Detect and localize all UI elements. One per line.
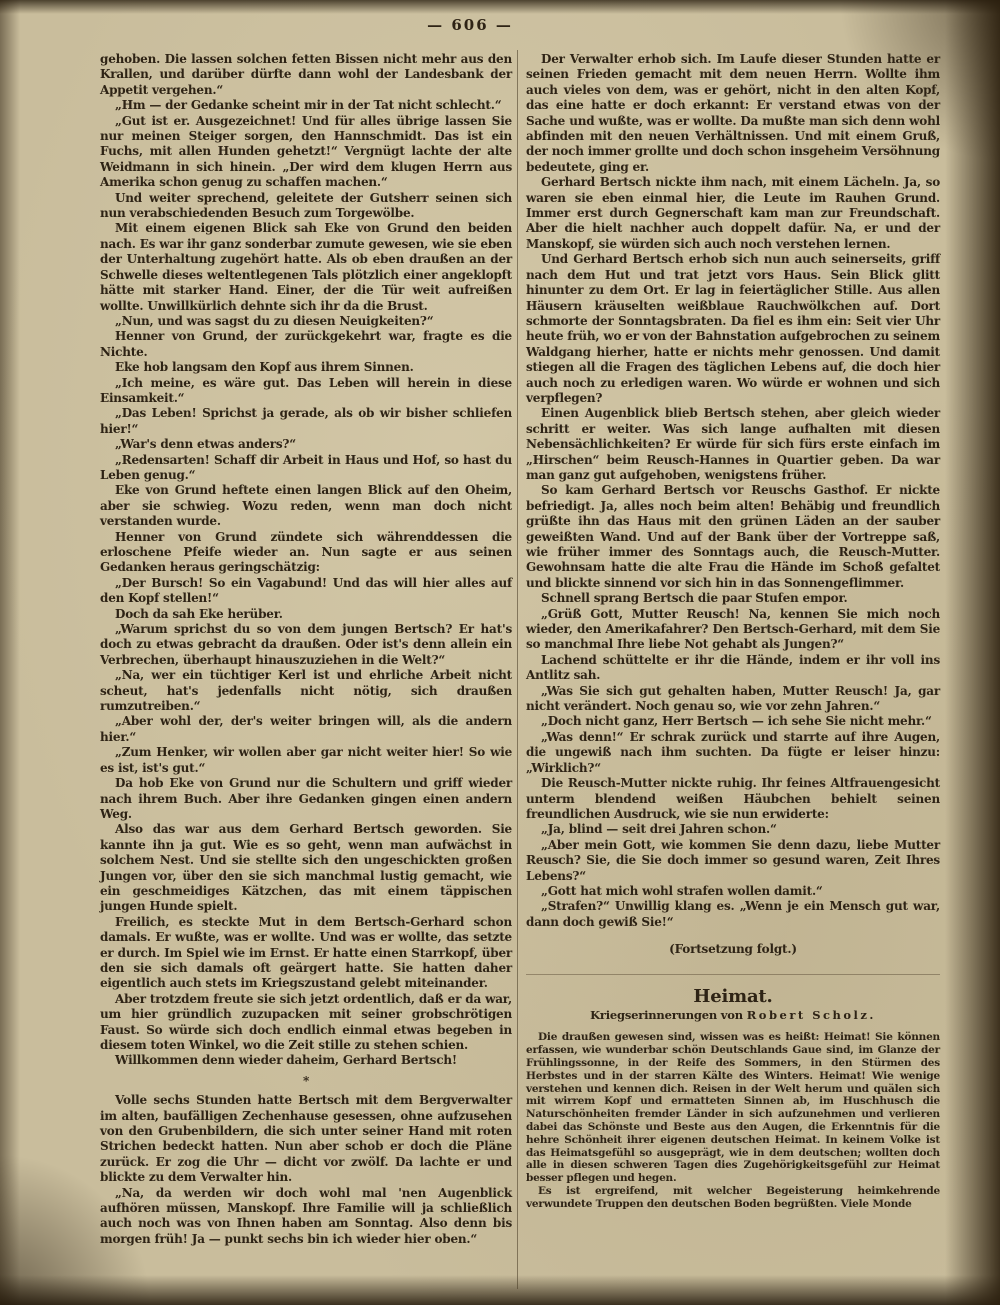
continuation-note: (Fortsetzung folgt.) xyxy=(669,942,797,957)
paragraph: gehoben. Die lassen solchen fetten Bissen nicht mehr aus den Krallen, und darüber dürfte dann wohl der Landesbank der Appetit vergehen.“ xyxy=(100,52,512,97)
paragraph: „Was Sie sich gut gehalten haben, Mutter Reusch! Ja, gar nicht verändert. Noch genau so, wie vor zehn Jahren.“ xyxy=(526,683,940,714)
heimat-subtitle xyxy=(526,1008,940,1023)
paragraph: Einen Augenblick blieb Bertsch stehen, aber gleich wieder schritt er weiter. Was sich lange aufhalten mit diesen Nebensächlichkeiten? Er würde für sich fürs erste einfach im „Hirschen“ beim Reusch-Hannes in Quartier geben. Da war man ganz gut aufgehoben, wenigstens früher. xyxy=(526,406,940,482)
paragraph: „Na, wer ein tüchtiger Kerl ist und ehrliche Arbeit nicht scheut, hat's jedenfalls nicht nötig, sich draußen rumzutreiben.“ xyxy=(100,668,512,714)
story-text-block-left-1 xyxy=(100,52,512,1069)
right-column xyxy=(526,52,940,1211)
paragraph: Die draußen gewesen sind, wissen was es heißt: Heimat! Sie können erfassen, wie wunderbar schön Deutschlands Gaue sind, im Glanze der Frühlingssonne, in der Reife des Sommers, in den Stürmen des Herbstes und in der starren Kälte des Winters. Heimat! Wie wenige verstehen und kennen dich. Reisen in der Welt herum und quälen sich mit wirrem Kopf und ermatteten Sinnen ab, im Huschhusch die Naturschönheiten fremder Länder in sich aufzunehmen und verlieren dabei das Schönste und Beste aus den Augen, die Erkenntnis für die hehre Schönheit ihrer eigenen deutschen Heimat. In keinem Volke ist das Heimatsgefühl so ausgeprägt, wie in dem deutschen; wollten doch alle in diesen schweren Tagen dies Zugehörigkeitsgefühl zur Heimat besser pflegen und hegen. xyxy=(526,1031,940,1185)
paragraph: Volle sechs Stunden hatte Bertsch mit dem Bergverwalter im alten, baufälligen Zechenhause gesessen, ohne aufzusehen von den Grubenbildern, die sich unter seiner Hand mit roten Strichen bedeckt hatten. Nun aber schob er doch die Pläne zurück. Er zog die Uhr — dicht vor zwölf. Da lachte er und blickte zu dem Verwalter hin. xyxy=(100,1093,512,1185)
paragraph: „Grüß Gott, Mutter Reusch! Na, kennen Sie mich noch wieder, den Amerikafahrer? Den Bertsch-Gerhard, mit dem Sie so manchmal Ihre liebe Not gehabt als Jungen?“ xyxy=(526,606,940,652)
paragraph: „Zum Henker, wir wollen aber gar nicht weiter hier! So wie es ist, ist's gut.“ xyxy=(100,745,512,775)
paragraph: Es ist ergreifend, mit welcher Begeisterung heimkehrende verwundete Truppen den deutschen Boden begrüßten. Viele Monde xyxy=(526,1184,940,1210)
paragraph: Eke von Grund heftete einen langen Blick auf den Oheim, aber sie schwieg. Wozu reden, wenn man doch nicht verstanden wurde. xyxy=(100,483,512,529)
paragraph: „Gut ist er. Ausgezeichnet! Und für alles übrige lassen Sie nur meinen Steiger sorgen, den Hannschmidt. Das ist ein Fuchs, mit allen Hunden gehetzt!“ Vergnügt lachte der alte Weidmann in sich hinein. „Der wird dem klugen Herrn aus Amerika schon genug zu schaffen machen.“ xyxy=(100,113,512,190)
paragraph: „Redensarten! Schaff dir Arbeit in Haus und Hof, so hast du Leben genug.“ xyxy=(100,452,512,482)
paragraph: Also das war aus dem Gerhard Bertsch geworden. Sie kannte ihn ja gut. Wie es so geht, wenn man aufwächst in solchem Nest. Und sie stellte sich den ungeschickten großen Jungen vor, über den sie sich manchmal lustig gemacht, wie ein geschmeidiges Kätzchen, das mit einem täppischen jungen Hunde spielt. xyxy=(100,822,512,914)
paragraph: Und Gerhard Bertsch erhob sich nun auch seinerseits, griff nach dem Hut und trat jetzt vors Haus. Sein Blick glitt hinunter zu dem Ort. Er lag in feiertäglicher Stille. Aus allen Häusern kräuselten weißblaue Rauchwölkchen auf. Dort schmorte der Sonntagsbraten. Da fiel es ihm ein: Seit vier Uhr heute früh, wo er von der Bahnstation aufgebrochen zu seinem Waldgang hierher, hatte er nichts mehr genossen. Und damit stiegen all die Fragen des täglichen Lebens auf, die doch hier auch noch zu erledigen waren. Wo würde er wohnen und sich verpflegen? xyxy=(526,252,940,405)
paragraph: Da hob Eke von Grund nur die Schultern und griff wieder nach ihrem Buch. Aber ihre Gedanken gingen einen andern Weg. xyxy=(100,776,512,821)
paragraph: Und weiter sprechend, geleitete der Gutsherr seinen sich nun verabschiedenden Besuch zum Torgewölbe. xyxy=(100,190,512,221)
author-name: Robert Scholz. xyxy=(746,1007,876,1022)
paragraph: Aber trotzdem freute sie sich jetzt ordentlich, daß er da war, um hier gründlich zuzupacken mit seiner grobschrötigen Faust. So würde sich doch endlich einmal etwas begeben in diesem toten Winkel, wo die Zeit stille zu stehen schien. xyxy=(100,991,512,1052)
story-text-block-right xyxy=(526,52,940,930)
left-column xyxy=(100,52,512,1247)
paragraph: Lachend schüttelte er ihr die Hände, indem er ihr voll ins Antlitz sah. xyxy=(526,652,940,683)
paragraph: Schnell sprang Bertsch die paar Stufen empor. xyxy=(541,591,848,606)
paragraph: „Aber mein Gott, wie kommen Sie denn dazu, liebe Mutter Reusch? Sie, die Sie doch immer so gesund waren, Zeit Ihres Lebens?“ xyxy=(526,837,940,883)
paragraph: So kam Gerhard Bertsch vor Reuschs Gasthof. Er nickte befriedigt. Ja, alles noch beim alten! Behäbig und freundlich grüßte ihn das Haus mit den grünen Läden an der sauber geweißten Wand. Und auf der Bank über der Vortreppe saß, wie früher immer des Sonntags auch, die Reusch-Mutter. Gewohnsam hatte die alte Frau die Hände im Schoß gefaltet und blickte sinnend vor sich hin in das Sonnengeflimmer. xyxy=(526,483,940,590)
paragraph: „Was denn!“ Er schrak zurück und starrte auf ihre Augen, die ungewiß nach ihm suchten. Da fügte er leiser hinzu: „Wirklich?“ xyxy=(526,729,940,775)
paragraph: Doch da sah Eke herüber. xyxy=(115,606,283,621)
paragraph: Eke hob langsam den Kopf aus ihrem Sinnen. xyxy=(115,360,414,375)
page-number: — 606 — xyxy=(427,16,513,34)
paragraph: „Warum sprichst du so von dem jungen Bertsch? Er hat's doch zu etwas gebracht da draußen. Oder ist's denn allein ein Verbrechen, überhaupt hinauszuziehen in die Welt?“ xyxy=(100,622,512,667)
section-divider xyxy=(526,974,940,975)
paragraph: „Nun, und was sagst du zu diesen Neuigkeiten?“ xyxy=(115,313,434,328)
asterisk-separator: * xyxy=(302,1073,310,1088)
paragraph: Mit einem eigenen Blick sah Eke von Grund den beiden nach. Es war ihr ganz sonderbar zumute gewesen, wie sie eben der Unterhaltung zugehört hatte. Als ob eben draußen an der Schwelle dieses weltentlegenen Tals plötzlich einer angeklopft hätte mit starker Hand. Einer, der die Tür weit aufreißen wollte. Unwillkürlich dehnte sich ihr da die Brust. xyxy=(100,221,512,313)
paragraph: „Strafen?“ Unwillig klang es. „Wenn je ein Mensch gut war, dann doch gewiß Sie!“ xyxy=(526,899,940,929)
paragraph: „Hm — der Gedanke scheint mir in der Tat nicht schlecht.“ xyxy=(115,98,502,113)
paragraph: Henner von Grund, der zurückgekehrt war, fragte es die Nichte. xyxy=(100,329,512,359)
paragraph: „Das Leben! Sprichst ja gerade, als ob wir bisher schliefen hier!“ xyxy=(100,406,512,436)
paragraph: Die Reusch-Mutter nickte ruhig. Ihr feines Altfrauengesicht unterm blendend weißen Häubchen behielt seinen freundlichen Ausdruck, wie sie nun erwiderte: xyxy=(526,776,940,821)
paragraph: „Na, da werden wir doch wohl mal 'nen Augenblick aufhören müssen, Manskopf. Ihre Familie will ja schließlich auch noch was von Ihnen haben am Sonntag. Also denn bis morgen früh! Ja — punkt sechs bin ich wieder hier oben.“ xyxy=(100,1185,512,1246)
paragraph: Der Verwalter erhob sich. Im Laufe dieser Stunden hatte er seinen Frieden gemacht mit dem neuen Herrn. Wollte ihm auch vieles von dem, was er gehört, nicht in den alten Kopf, das eine hatte er doch erkannt: Er verstand etwas von der Sache und wußte, was er wollte. Da mußte man sich denn wohl abfinden mit den neuen Verhältnissen. Und mit einem Gruß, der noch immer grollte und doch schon insgeheim Versöhnung bedeutete, ging er. xyxy=(526,52,940,174)
paragraph: Henner von Grund zündete sich währenddessen die erloschene Pfeife wieder an. Nun sagte er aus seinen Gedanken heraus geringschätzig: xyxy=(100,529,512,575)
paragraph: „Der Bursch! So ein Vagabund! Und das will hier alles auf den Kopf stellen!“ xyxy=(100,575,512,606)
column-divider xyxy=(517,50,518,1289)
paragraph: „Doch nicht ganz, Herr Bertsch — ich sehe Sie nicht mehr.“ xyxy=(541,714,932,729)
subtitle-prefix: Kriegserinnerungen von xyxy=(590,1007,743,1022)
paragraph: „Gott hat mich wohl strafen wollen damit.“ xyxy=(541,883,823,898)
paragraph: Gerhard Bertsch nickte ihm nach, mit einem Lächeln. Ja, so waren sie eben einmal hier, die Leute im Rauhen Grund. Immer erst durch Gegnerschaft kam man zur Freundschaft. Aber die hielt nachher auch doppelt dafür. Na, er und der Manskopf, sie würden sich auch noch verstehen lernen. xyxy=(526,175,940,251)
heimat-title: Heimat. xyxy=(693,985,773,1007)
paragraph: Willkommen denn wieder daheim, Gerhard Bertsch! xyxy=(115,1053,457,1068)
heimat-text-block xyxy=(526,1031,940,1210)
paragraph: „Ja, blind — seit drei Jahren schon.“ xyxy=(541,822,777,837)
story-text-block-left-2 xyxy=(100,1093,512,1247)
paragraph: „War's denn etwas anders?“ xyxy=(115,437,296,452)
paragraph: „Aber wohl der, der's weiter bringen will, als die andern hier.“ xyxy=(100,714,512,744)
paragraph: „Ich meine, es wäre gut. Das Leben will herein in diese Einsamkeit.“ xyxy=(100,375,512,405)
paragraph: Freilich, es steckte Mut in dem Bertsch-Gerhard schon damals. Er wußte, was er wollte. Und was er wollte, das setzte er durch. Im Spiel wie im Ernst. Er hatte einen Starrkopf, über den sie sich damals oft geärgert hatte. Sie hatten daher eigentlich auch stets im Kriegszustand gelebt miteinander. xyxy=(100,914,512,991)
